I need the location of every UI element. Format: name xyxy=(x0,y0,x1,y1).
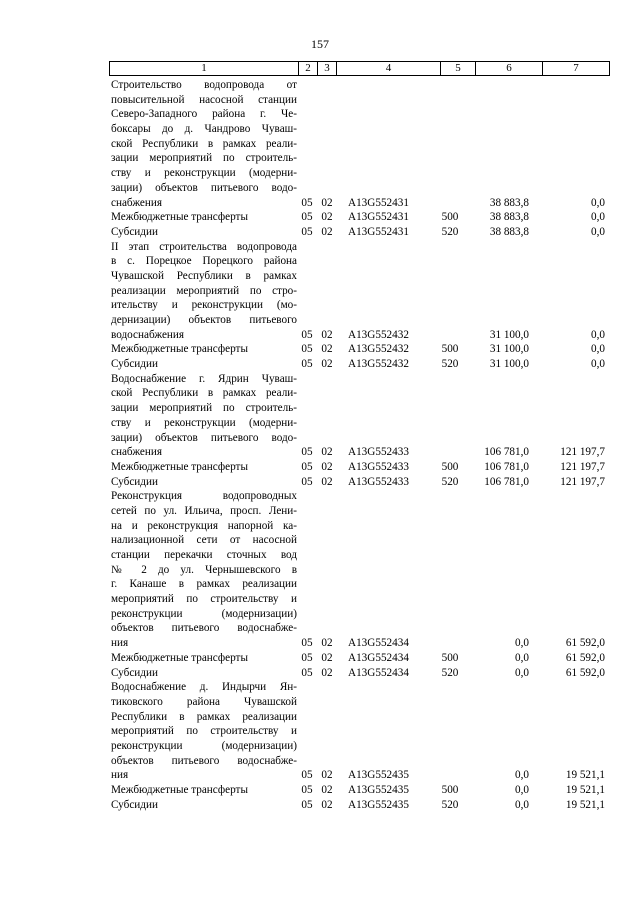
title-line-row xyxy=(109,254,610,269)
row-sum-2: 61 592,0 xyxy=(565,666,605,679)
table-body xyxy=(109,78,610,812)
item-title-line: ству и реконструкции (модерни- xyxy=(111,416,297,429)
row-section: 05 xyxy=(301,358,313,371)
title-line-row xyxy=(109,739,610,754)
title-line-row xyxy=(109,592,610,607)
row-sum-1: 0,0 xyxy=(515,784,529,796)
row-text: ния xyxy=(111,637,129,650)
item-title-line: зации) объектов питьевого водо- xyxy=(111,431,297,444)
row-text: Субсидии xyxy=(111,798,158,811)
item-title-line: боксары до д. Чандрово Чуваш- xyxy=(111,123,297,136)
row-section: 05 xyxy=(301,328,313,341)
item-title-line: Водоснабжение г. Ядрин Чуваш- xyxy=(111,372,297,385)
row-sum-1: 31 100,0 xyxy=(489,343,529,356)
table-row xyxy=(109,342,610,357)
row-sum-1: 0,0 xyxy=(515,798,529,811)
row-sum-1: 106 781,0 xyxy=(484,446,529,459)
row-subsection: 02 xyxy=(321,651,333,664)
table-row xyxy=(109,666,610,681)
row-section: 05 xyxy=(301,769,313,782)
row-expense-type: 520 xyxy=(441,475,459,488)
item-title-line: Республики в рамках реализации xyxy=(111,710,297,723)
table-header xyxy=(109,61,610,76)
title-line-row xyxy=(109,78,610,93)
row-subsection: 02 xyxy=(321,460,333,473)
row-target-code: А13G552431 xyxy=(348,225,409,238)
row-target-code: А13G552433 xyxy=(348,446,409,459)
row-sum-1: 38 883,8 xyxy=(489,225,529,238)
item-title-line: объектов питьевого водоснабже- xyxy=(111,622,297,635)
item-title-line: Чувашской Республики в рамках xyxy=(111,269,297,282)
row-sum-2: 121 197,7 xyxy=(560,475,605,488)
row-target-code: А13G552435 xyxy=(348,769,409,782)
title-line-row xyxy=(109,372,610,387)
title-line-row xyxy=(109,563,610,578)
title-line-row xyxy=(109,577,610,592)
item-title-line: зации мероприятий по строитель- xyxy=(111,152,297,165)
row-sum-1: 106 781,0 xyxy=(484,475,529,488)
row-section: 05 xyxy=(301,784,313,796)
row-sum-1: 38 883,8 xyxy=(489,196,529,209)
item-title-line: мероприятий по строительству и xyxy=(111,725,297,738)
title-line-row xyxy=(109,240,610,255)
title-line-row xyxy=(109,137,610,152)
item-title-line: тиковского района Чувашской xyxy=(111,695,297,708)
table-row xyxy=(109,460,610,475)
row-expense-type: 500 xyxy=(441,651,459,664)
row-sum-2: 61 592,0 xyxy=(565,637,605,650)
row-target-code: А13G552435 xyxy=(348,784,409,796)
row-sum-2: 19 521,1 xyxy=(565,784,605,796)
table-row xyxy=(109,225,610,240)
row-sum-2: 19 521,1 xyxy=(565,769,605,782)
item-title-line: Реконструкция водопроводных xyxy=(111,490,297,503)
row-subsection: 02 xyxy=(321,769,333,782)
row-sum-2: 0,0 xyxy=(591,343,605,356)
title-line-row xyxy=(109,754,610,769)
row-subsection: 02 xyxy=(321,784,333,796)
header-col-4: 4 xyxy=(337,62,441,75)
row-subsection: 02 xyxy=(321,358,333,371)
title-line-row xyxy=(109,93,610,108)
title-line-row xyxy=(109,607,610,622)
item-title-line: дернизации) объектов питьевого xyxy=(111,314,297,326)
title-line-row xyxy=(109,151,610,166)
row-text: снабжения xyxy=(111,446,162,459)
item-title-line: реконструкции (модернизации) xyxy=(111,739,297,752)
row-sum-2: 0,0 xyxy=(591,225,605,238)
row-sum-1: 38 883,8 xyxy=(489,211,529,224)
item-title-line: ству и реконструкции (модерни- xyxy=(111,167,297,180)
item-title-line: ской Республики в рамках реали- xyxy=(111,387,297,400)
table-row xyxy=(109,210,610,225)
item-title-line: Северо-Западного района г. Че- xyxy=(111,108,297,121)
title-line-row xyxy=(109,489,610,504)
title-line-row xyxy=(109,401,610,416)
item-title-line: зации) объектов питьевого водо- xyxy=(111,181,297,194)
row-sum-2: 0,0 xyxy=(591,196,605,209)
row-text: Межбюджетные трансферты xyxy=(111,460,248,473)
title-line-row xyxy=(109,431,610,446)
row-sum-1: 0,0 xyxy=(515,769,529,782)
row-sum-1: 0,0 xyxy=(515,637,529,650)
header-col-5: 5 xyxy=(441,62,476,75)
row-section: 05 xyxy=(301,651,313,664)
row-section: 05 xyxy=(301,666,313,679)
item-title-line: II этап строительства водопровода xyxy=(111,240,297,253)
title-line-row xyxy=(109,107,610,122)
row-target-code: А13G552434 xyxy=(348,651,409,664)
table-row xyxy=(109,798,610,813)
row-text: водоснабжения xyxy=(111,328,185,341)
item-title-line: объектов питьевого водоснабже- xyxy=(111,754,297,767)
row-target-code: А13G552435 xyxy=(348,798,409,811)
title-line-row xyxy=(109,269,610,284)
header-col-6: 6 xyxy=(476,62,543,75)
row-text: Субсидии xyxy=(111,358,158,371)
row-expense-type: 500 xyxy=(441,211,459,224)
row-section: 05 xyxy=(301,225,313,238)
table-row xyxy=(109,768,610,783)
item-title-line: нализационной сети от насосной xyxy=(111,534,297,547)
row-sum-1: 31 100,0 xyxy=(489,328,529,341)
page-number: 157 xyxy=(311,37,329,51)
row-target-code: А13G552433 xyxy=(348,475,409,488)
title-line-row xyxy=(109,181,610,196)
row-sum-1: 0,0 xyxy=(515,651,529,664)
item-title-line: сетей по ул. Ильича, просп. Лени- xyxy=(111,504,297,517)
item-title-line: ительству и реконструкции (мо- xyxy=(111,299,297,312)
row-target-code: А13G552432 xyxy=(348,343,409,356)
header-col-3: 3 xyxy=(318,62,337,75)
header-col-7: 7 xyxy=(573,62,579,74)
row-subsection: 02 xyxy=(321,211,333,224)
row-subsection: 02 xyxy=(321,343,333,356)
title-line-row xyxy=(109,710,610,725)
item-title-line: в с. Порецкое Порецкого района xyxy=(111,255,297,268)
row-text: Субсидии xyxy=(111,666,158,679)
title-line-row xyxy=(109,313,610,328)
table-row xyxy=(109,475,610,490)
header-col-2: 2 xyxy=(299,62,318,75)
row-section: 05 xyxy=(301,446,313,459)
row-subsection: 02 xyxy=(321,328,333,341)
row-text: снабжения xyxy=(111,196,162,209)
header-col-1: 1 xyxy=(110,62,299,75)
title-line-row xyxy=(109,298,610,313)
row-subsection: 02 xyxy=(321,225,333,238)
row-target-code: А13G552434 xyxy=(348,637,409,650)
row-section: 05 xyxy=(301,211,313,224)
item-title-line: реконструкции (модернизации) xyxy=(111,607,297,620)
title-line-row xyxy=(109,122,610,137)
row-subsection: 02 xyxy=(321,196,333,209)
row-sum-2: 0,0 xyxy=(591,358,605,371)
row-expense-type: 520 xyxy=(441,225,459,238)
row-section: 05 xyxy=(301,196,313,209)
item-title-line: зации мероприятий по строитель- xyxy=(111,402,297,415)
row-sum-2: 19 521,1 xyxy=(565,798,605,811)
row-section: 05 xyxy=(301,475,313,488)
row-expense-type: 520 xyxy=(441,358,459,371)
row-target-code: А13G552434 xyxy=(348,666,409,679)
item-title-line: Строительство водопровода от xyxy=(111,79,297,91)
title-line-row xyxy=(109,166,610,181)
row-section: 05 xyxy=(301,343,313,356)
row-sum-2: 61 592,0 xyxy=(565,651,605,664)
row-text: Межбюджетные трансферты xyxy=(111,343,248,356)
row-subsection: 02 xyxy=(321,666,333,679)
title-line-row xyxy=(109,416,610,431)
row-expense-type: 500 xyxy=(441,460,459,473)
table-row xyxy=(109,783,610,798)
row-target-code: А13G552432 xyxy=(348,358,409,371)
row-sum-2: 121 197,7 xyxy=(560,446,605,459)
table-row xyxy=(109,651,610,666)
title-line-row xyxy=(109,386,610,401)
row-target-code: А13G552431 xyxy=(348,196,409,209)
row-sum-2: 0,0 xyxy=(591,328,605,341)
title-line-row xyxy=(109,533,610,548)
title-line-row xyxy=(109,284,610,299)
row-text: Субсидии xyxy=(111,225,158,238)
table-row xyxy=(109,357,610,372)
item-title-line: Водоснабжение д. Индырчи Ян- xyxy=(111,681,297,694)
row-text: Межбюджетные трансферты xyxy=(111,651,248,664)
table-row xyxy=(109,328,610,343)
table-row xyxy=(109,636,610,651)
row-target-code: А13G552431 xyxy=(348,211,409,224)
title-line-row xyxy=(109,680,610,695)
row-text: Субсидии xyxy=(111,475,158,488)
row-section: 05 xyxy=(301,637,313,650)
row-target-code: А13G552432 xyxy=(348,328,409,341)
item-title-line: № 2 до ул. Чернышевского в xyxy=(111,563,297,576)
row-sum-2: 121 197,7 xyxy=(560,460,605,473)
row-subsection: 02 xyxy=(321,446,333,459)
title-line-row xyxy=(109,724,610,739)
row-expense-type: 520 xyxy=(441,666,459,679)
item-title-line: г. Канаше в рамках реализации xyxy=(111,578,297,591)
row-text: Межбюджетные трансферты xyxy=(111,784,248,796)
table-row xyxy=(109,445,610,460)
row-expense-type: 500 xyxy=(441,343,459,356)
item-title-line: повысительной насосной станции xyxy=(111,93,297,106)
row-expense-type: 520 xyxy=(441,798,459,811)
row-text: ния xyxy=(111,769,129,782)
item-title-line: мероприятий по строительству и xyxy=(111,593,297,606)
row-section: 05 xyxy=(301,460,313,473)
row-subsection: 02 xyxy=(321,475,333,488)
title-line-row xyxy=(109,621,610,636)
row-subsection: 02 xyxy=(321,637,333,650)
title-line-row xyxy=(109,519,610,534)
row-section: 05 xyxy=(301,798,313,811)
table-row xyxy=(109,196,610,211)
title-line-row xyxy=(109,548,610,563)
row-expense-type: 500 xyxy=(441,784,459,796)
title-line-row xyxy=(109,695,610,710)
item-title-line: реализации мероприятий по стро- xyxy=(111,284,297,297)
item-title-line: станции перекачки сточных вод xyxy=(111,549,297,561)
row-sum-2: 0,0 xyxy=(591,211,605,224)
row-sum-1: 0,0 xyxy=(515,666,529,679)
row-sum-1: 106 781,0 xyxy=(484,460,529,473)
title-line-row xyxy=(109,504,610,519)
row-subsection: 02 xyxy=(321,798,333,811)
item-title-line: на и реконструкция напорной ка- xyxy=(111,519,297,532)
item-title-line: ской Республики в рамках реали- xyxy=(111,137,297,150)
row-target-code: А13G552433 xyxy=(348,460,409,473)
row-text: Межбюджетные трансферты xyxy=(111,211,248,224)
row-sum-1: 31 100,0 xyxy=(489,358,529,371)
